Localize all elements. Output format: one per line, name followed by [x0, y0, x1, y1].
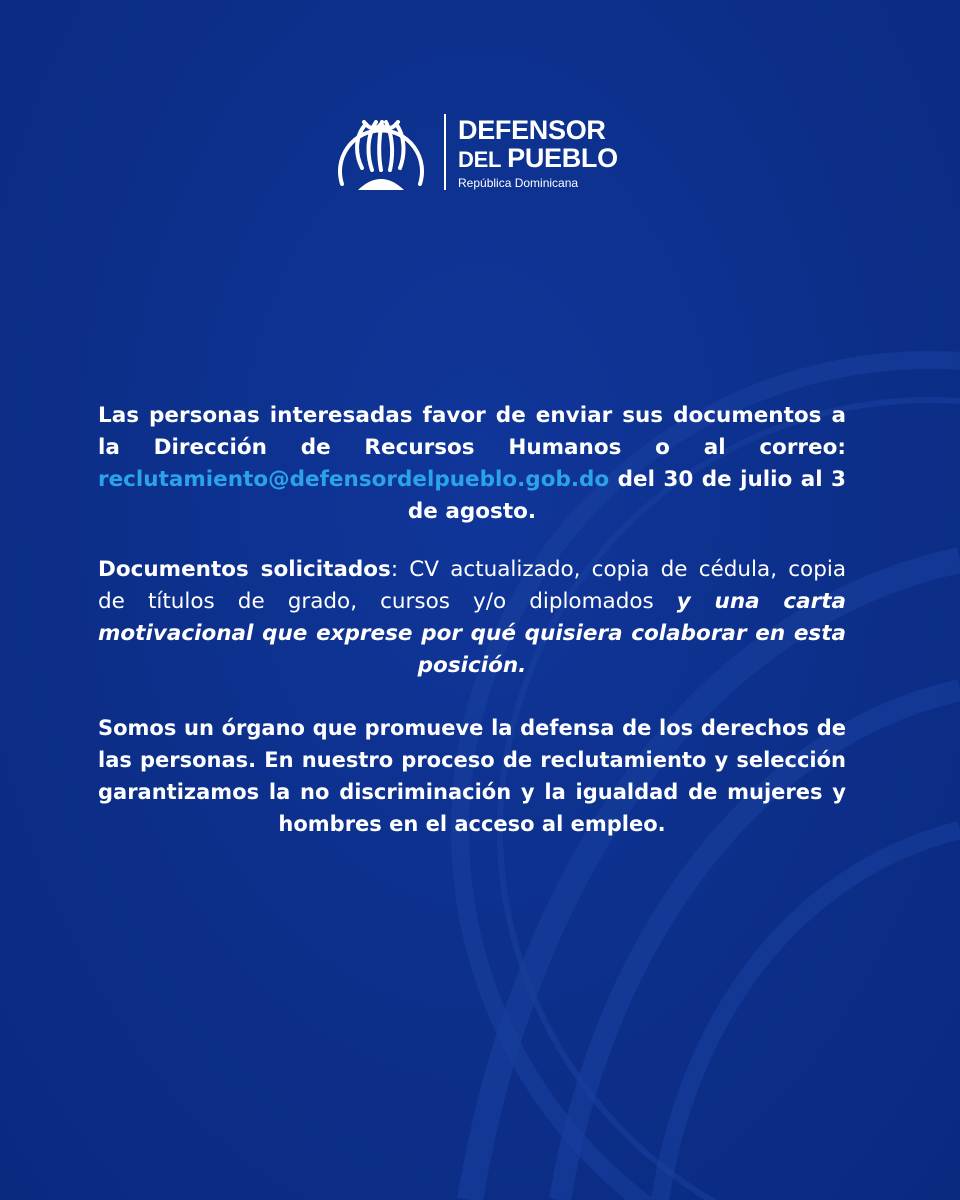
motivation-letter-note: y una carta motivacional que exprese por qué quisiera colaborar en esta posición.: [98, 589, 846, 678]
required-documents: [98, 554, 846, 682]
logo-country: República Dominicana: [458, 176, 579, 190]
documents-label: Documentos solicitados: [98, 557, 391, 582]
logo: [332, 104, 632, 192]
logo-subtitle-large: PUEBLO: [507, 143, 618, 173]
logo-divider: [444, 114, 446, 190]
emblem-icon: [332, 104, 430, 190]
documents-list: CV actualizado, copia de cédula, copia de títulos de grado, cursos y/o diplomados: [98, 557, 846, 614]
recruitment-email-link[interactable]: reclutamiento@defensordelpueblo.gob.do: [98, 467, 610, 492]
documents-colon: :: [390, 557, 410, 582]
equality-statement: Somos un órgano que promueve la defensa de los derechos de las personas. En nuestro proceso de reclutamiento y selección garantizamos la no discriminación y la igualdad de mujeres y hombres en el acceso al empleo.: [98, 716, 846, 836]
instructions-dates: del 30 de julio al 3 de agosto.: [407, 467, 846, 524]
instructions-text: Las personas interesadas favor de enviar sus documentos a la Dirección de Recursos Humanos o al correo:: [98, 403, 846, 460]
logo-text: [458, 116, 618, 190]
application-instructions: [98, 400, 846, 528]
logo-subtitle-small: DEL: [458, 147, 502, 172]
logo-subtitle: [458, 144, 618, 174]
announcement-body: [98, 400, 846, 840]
logo-title: DEFENSOR: [458, 115, 606, 145]
